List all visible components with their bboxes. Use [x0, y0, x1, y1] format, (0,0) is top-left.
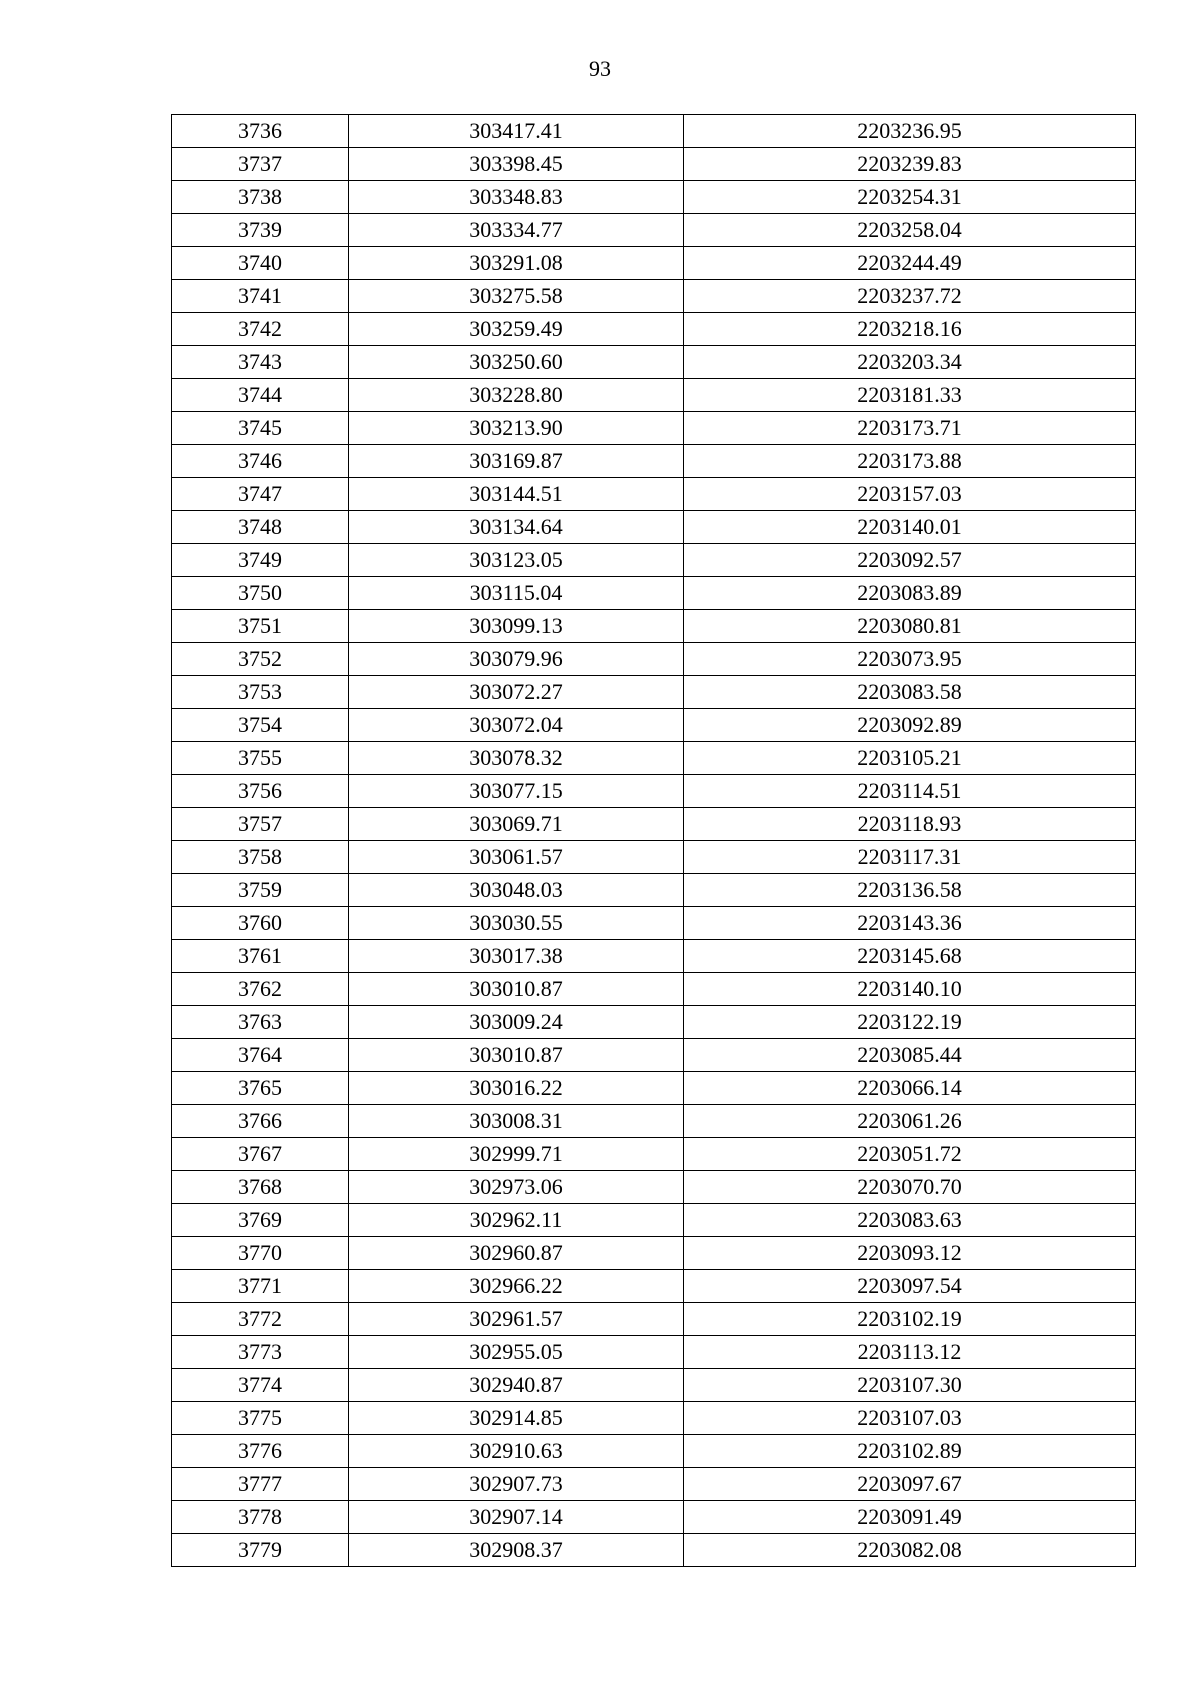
table-row [172, 148, 1136, 181]
x-coordinate-cell: 303009.24 [349, 1006, 684, 1039]
point-number-cell: 3738 [172, 181, 349, 214]
table-row [172, 808, 1136, 841]
point-number-cell: 3758 [172, 841, 349, 874]
x-coordinate-cell: 303072.27 [349, 676, 684, 709]
point-number-cell: 3774 [172, 1369, 349, 1402]
table-row [172, 478, 1136, 511]
x-coordinate-cell: 303348.83 [349, 181, 684, 214]
x-coordinate-cell: 303008.31 [349, 1105, 684, 1138]
table-row [172, 676, 1136, 709]
point-number-cell: 3746 [172, 445, 349, 478]
point-number-cell: 3755 [172, 742, 349, 775]
x-coordinate-cell: 303010.87 [349, 1039, 684, 1072]
x-coordinate-cell: 303213.90 [349, 412, 684, 445]
y-coordinate-cell: 2203091.49 [684, 1501, 1136, 1534]
point-number-cell: 3757 [172, 808, 349, 841]
table-row [172, 346, 1136, 379]
y-coordinate-cell: 2203102.89 [684, 1435, 1136, 1468]
x-coordinate-cell: 303061.57 [349, 841, 684, 874]
table-row [172, 1369, 1136, 1402]
x-coordinate-cell: 302966.22 [349, 1270, 684, 1303]
y-coordinate-cell: 2203083.63 [684, 1204, 1136, 1237]
point-number-cell: 3748 [172, 511, 349, 544]
x-coordinate-cell: 302910.63 [349, 1435, 684, 1468]
table-row [172, 1336, 1136, 1369]
y-coordinate-cell: 2203203.34 [684, 346, 1136, 379]
table-row [172, 1006, 1136, 1039]
point-number-cell: 3745 [172, 412, 349, 445]
x-coordinate-cell: 302973.06 [349, 1171, 684, 1204]
table-row [172, 577, 1136, 610]
y-coordinate-cell: 2203157.03 [684, 478, 1136, 511]
table-row [172, 1039, 1136, 1072]
y-coordinate-cell: 2203181.33 [684, 379, 1136, 412]
table-row [172, 412, 1136, 445]
y-coordinate-cell: 2203118.93 [684, 808, 1136, 841]
point-number-cell: 3759 [172, 874, 349, 907]
point-number-cell: 3744 [172, 379, 349, 412]
x-coordinate-cell: 302907.14 [349, 1501, 684, 1534]
table-row [172, 610, 1136, 643]
point-number-cell: 3739 [172, 214, 349, 247]
table-row [172, 511, 1136, 544]
point-number-cell: 3760 [172, 907, 349, 940]
coordinates-table-body [172, 115, 1136, 1567]
table-row [172, 940, 1136, 973]
table-row [172, 181, 1136, 214]
x-coordinate-cell: 303417.41 [349, 115, 684, 148]
y-coordinate-cell: 2203143.36 [684, 907, 1136, 940]
y-coordinate-cell: 2203140.01 [684, 511, 1136, 544]
x-coordinate-cell: 303078.32 [349, 742, 684, 775]
y-coordinate-cell: 2203239.83 [684, 148, 1136, 181]
x-coordinate-cell: 303072.04 [349, 709, 684, 742]
table-row [172, 1171, 1136, 1204]
y-coordinate-cell: 2203114.51 [684, 775, 1136, 808]
point-number-cell: 3750 [172, 577, 349, 610]
point-number-cell: 3773 [172, 1336, 349, 1369]
point-number-cell: 3771 [172, 1270, 349, 1303]
x-coordinate-cell: 303250.60 [349, 346, 684, 379]
table-row [172, 1468, 1136, 1501]
x-coordinate-cell: 303259.49 [349, 313, 684, 346]
y-coordinate-cell: 2203140.10 [684, 973, 1136, 1006]
table-row [172, 775, 1136, 808]
x-coordinate-cell: 302907.73 [349, 1468, 684, 1501]
y-coordinate-cell: 2203085.44 [684, 1039, 1136, 1072]
y-coordinate-cell: 2203107.03 [684, 1402, 1136, 1435]
y-coordinate-cell: 2203082.08 [684, 1534, 1136, 1567]
y-coordinate-cell: 2203237.72 [684, 280, 1136, 313]
x-coordinate-cell: 302960.87 [349, 1237, 684, 1270]
table-row [172, 1105, 1136, 1138]
x-coordinate-cell: 303334.77 [349, 214, 684, 247]
y-coordinate-cell: 2203122.19 [684, 1006, 1136, 1039]
table-row [172, 1501, 1136, 1534]
y-coordinate-cell: 2203061.26 [684, 1105, 1136, 1138]
y-coordinate-cell: 2203092.89 [684, 709, 1136, 742]
x-coordinate-cell: 303134.64 [349, 511, 684, 544]
table-row [172, 214, 1136, 247]
y-coordinate-cell: 2203093.12 [684, 1237, 1136, 1270]
table-row [172, 907, 1136, 940]
table-row [172, 742, 1136, 775]
point-number-cell: 3767 [172, 1138, 349, 1171]
y-coordinate-cell: 2203083.89 [684, 577, 1136, 610]
y-coordinate-cell: 2203102.19 [684, 1303, 1136, 1336]
point-number-cell: 3768 [172, 1171, 349, 1204]
table-row [172, 1303, 1136, 1336]
y-coordinate-cell: 2203051.72 [684, 1138, 1136, 1171]
y-coordinate-cell: 2203073.95 [684, 643, 1136, 676]
point-number-cell: 3754 [172, 709, 349, 742]
y-coordinate-cell: 2203236.95 [684, 115, 1136, 148]
x-coordinate-cell: 303291.08 [349, 247, 684, 280]
y-coordinate-cell: 2203173.88 [684, 445, 1136, 478]
x-coordinate-cell: 303099.13 [349, 610, 684, 643]
table-row [172, 115, 1136, 148]
point-number-cell: 3761 [172, 940, 349, 973]
point-number-cell: 3764 [172, 1039, 349, 1072]
y-coordinate-cell: 2203254.31 [684, 181, 1136, 214]
table-row [172, 1138, 1136, 1171]
x-coordinate-cell: 303030.55 [349, 907, 684, 940]
point-number-cell: 3740 [172, 247, 349, 280]
x-coordinate-cell: 303169.87 [349, 445, 684, 478]
x-coordinate-cell: 303228.80 [349, 379, 684, 412]
x-coordinate-cell: 303017.38 [349, 940, 684, 973]
x-coordinate-cell: 303115.04 [349, 577, 684, 610]
point-number-cell: 3776 [172, 1435, 349, 1468]
point-number-cell: 3770 [172, 1237, 349, 1270]
point-number-cell: 3766 [172, 1105, 349, 1138]
table-row [172, 280, 1136, 313]
table-row [172, 445, 1136, 478]
table-row [172, 973, 1136, 1006]
table-row [172, 313, 1136, 346]
table-row [172, 709, 1136, 742]
y-coordinate-cell: 2203097.67 [684, 1468, 1136, 1501]
x-coordinate-cell: 303010.87 [349, 973, 684, 1006]
table-row [172, 1072, 1136, 1105]
y-coordinate-cell: 2203145.68 [684, 940, 1136, 973]
x-coordinate-cell: 303069.71 [349, 808, 684, 841]
point-number-cell: 3752 [172, 643, 349, 676]
point-number-cell: 3737 [172, 148, 349, 181]
x-coordinate-cell: 302999.71 [349, 1138, 684, 1171]
point-number-cell: 3743 [172, 346, 349, 379]
x-coordinate-cell: 303079.96 [349, 643, 684, 676]
y-coordinate-cell: 2203107.30 [684, 1369, 1136, 1402]
table-row [172, 1534, 1136, 1567]
point-number-cell: 3736 [172, 115, 349, 148]
coordinates-table [171, 114, 1136, 1567]
y-coordinate-cell: 2203092.57 [684, 544, 1136, 577]
y-coordinate-cell: 2203218.16 [684, 313, 1136, 346]
point-number-cell: 3779 [172, 1534, 349, 1567]
point-number-cell: 3769 [172, 1204, 349, 1237]
point-number-cell: 3772 [172, 1303, 349, 1336]
table-row [172, 1237, 1136, 1270]
x-coordinate-cell: 302961.57 [349, 1303, 684, 1336]
y-coordinate-cell: 2203173.71 [684, 412, 1136, 445]
x-coordinate-cell: 303077.15 [349, 775, 684, 808]
point-number-cell: 3777 [172, 1468, 349, 1501]
point-number-cell: 3756 [172, 775, 349, 808]
table-row [172, 1270, 1136, 1303]
point-number-cell: 3775 [172, 1402, 349, 1435]
table-row [172, 247, 1136, 280]
table-row [172, 1204, 1136, 1237]
table-row [172, 544, 1136, 577]
table-row [172, 643, 1136, 676]
y-coordinate-cell: 2203258.04 [684, 214, 1136, 247]
point-number-cell: 3741 [172, 280, 349, 313]
x-coordinate-cell: 302914.85 [349, 1402, 684, 1435]
x-coordinate-cell: 302908.37 [349, 1534, 684, 1567]
table-row [172, 1435, 1136, 1468]
point-number-cell: 3749 [172, 544, 349, 577]
table-row [172, 841, 1136, 874]
x-coordinate-cell: 303275.58 [349, 280, 684, 313]
point-number-cell: 3753 [172, 676, 349, 709]
y-coordinate-cell: 2203070.70 [684, 1171, 1136, 1204]
x-coordinate-cell: 303123.05 [349, 544, 684, 577]
x-coordinate-cell: 302940.87 [349, 1369, 684, 1402]
point-number-cell: 3742 [172, 313, 349, 346]
point-number-cell: 3763 [172, 1006, 349, 1039]
y-coordinate-cell: 2203113.12 [684, 1336, 1136, 1369]
point-number-cell: 3765 [172, 1072, 349, 1105]
point-number-cell: 3762 [172, 973, 349, 1006]
table-row [172, 379, 1136, 412]
point-number-cell: 3747 [172, 478, 349, 511]
y-coordinate-cell: 2203097.54 [684, 1270, 1136, 1303]
x-coordinate-cell: 303144.51 [349, 478, 684, 511]
y-coordinate-cell: 2203244.49 [684, 247, 1136, 280]
x-coordinate-cell: 302955.05 [349, 1336, 684, 1369]
y-coordinate-cell: 2203080.81 [684, 610, 1136, 643]
y-coordinate-cell: 2203083.58 [684, 676, 1136, 709]
point-number-cell: 3778 [172, 1501, 349, 1534]
y-coordinate-cell: 2203066.14 [684, 1072, 1136, 1105]
page-number: 93 [589, 56, 611, 81]
x-coordinate-cell: 303016.22 [349, 1072, 684, 1105]
x-coordinate-cell: 303048.03 [349, 874, 684, 907]
y-coordinate-cell: 2203136.58 [684, 874, 1136, 907]
x-coordinate-cell: 302962.11 [349, 1204, 684, 1237]
y-coordinate-cell: 2203105.21 [684, 742, 1136, 775]
table-row [172, 1402, 1136, 1435]
table-row [172, 874, 1136, 907]
x-coordinate-cell: 303398.45 [349, 148, 684, 181]
point-number-cell: 3751 [172, 610, 349, 643]
y-coordinate-cell: 2203117.31 [684, 841, 1136, 874]
